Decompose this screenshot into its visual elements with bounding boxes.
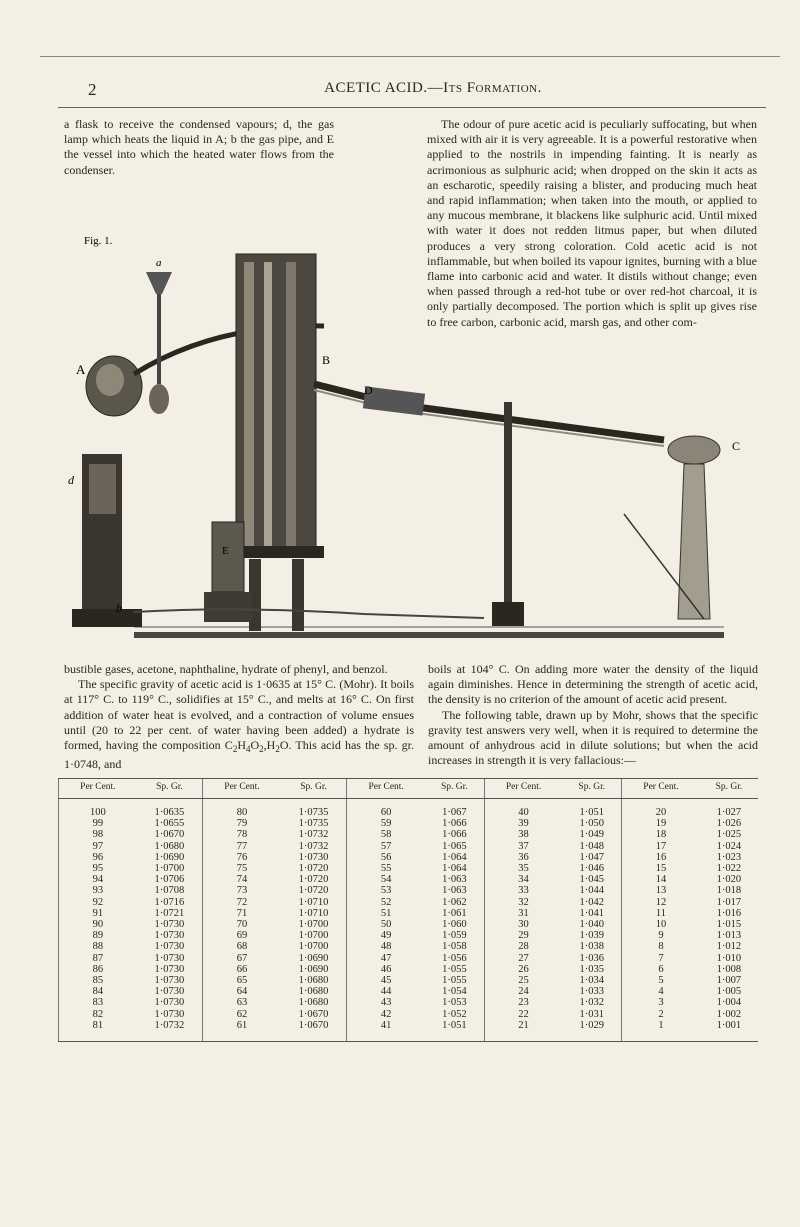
specific-gravity-cell: 1·056 — [442, 952, 467, 964]
specific-gravity-cell: 1·0700 — [298, 919, 329, 931]
percent-cell: 66 — [203, 964, 281, 975]
specific-gravity-cell: 1·0680 — [154, 840, 185, 852]
percent-cell: 93 — [59, 885, 137, 896]
percent-cell: 1 — [622, 1020, 700, 1042]
percent-cell: 87 — [59, 953, 137, 964]
percent-cell: 30 — [484, 919, 562, 930]
percent-cell: 96 — [59, 852, 137, 863]
specific-gravity-cell: 1·027 — [716, 807, 742, 818]
paragraph-boiling-density: boils at 104° C. On adding more water the density of the liquid again diminishes. Hence in determining the strength of acetic acid, the density is no criterion of the amount of acetic acid present. — [428, 662, 758, 707]
specific-gravity-cell: 1·0720 — [298, 874, 329, 886]
table-row — [59, 841, 759, 852]
figure-label: Fig. 1. — [84, 235, 113, 247]
percent-cell: 17 — [622, 841, 700, 852]
percent-cell: 10 — [622, 919, 700, 930]
specific-gravity-cell: 1·049 — [579, 829, 604, 841]
percent-cell: 15 — [622, 863, 700, 874]
mohr-density-table — [58, 778, 758, 1042]
specific-gravity-cell: 1·018 — [716, 885, 742, 897]
percent-cell: 80 — [203, 799, 281, 819]
specific-gravity-cell: 1·054 — [442, 986, 467, 998]
table-row — [59, 897, 759, 908]
percent-cell: 37 — [484, 841, 562, 852]
page-number: 2 — [88, 80, 97, 99]
specific-gravity-cell: 1·0730 — [154, 919, 185, 931]
specific-gravity-cell: 1·024 — [716, 840, 742, 852]
specific-gravity-cell: 1·064 — [442, 863, 467, 875]
percent-cell: 5 — [622, 975, 700, 986]
running-title-section: Its Formation. — [443, 80, 542, 96]
specific-gravity-cell: 1·0730 — [154, 997, 185, 1009]
receiver-flask-c — [624, 436, 720, 619]
specific-gravity-cell: 1·050 — [579, 818, 604, 830]
funnel-a — [146, 272, 172, 414]
paragraph-mohr-table-intro: The following table, drawn up by Mohr, shows that the specific gravity test answers very well, when it is required to determine the amount of anhydrous acid in dilute solutions; but when the acid increases in strength it is very fallacious:— — [428, 707, 758, 768]
table-row — [59, 964, 759, 975]
specific-gravity-cell: 1·0732 — [298, 840, 329, 852]
percent-cell: 16 — [622, 852, 700, 863]
percent-cell: 46 — [347, 964, 425, 975]
table-row — [59, 874, 759, 885]
hydrate-formula: $C_2H_4O_2,H_2O$ — [224, 738, 289, 755]
specific-gravity-cell: 1·062 — [442, 896, 467, 908]
percent-cell: 85 — [59, 975, 137, 986]
specific-gravity-cell: 1·004 — [716, 997, 742, 1009]
table-row — [59, 941, 759, 952]
table-header-cell: Sp. Gr. — [425, 779, 484, 799]
percent-cell: 18 — [622, 829, 700, 840]
specific-gravity-cell: 1·0690 — [298, 963, 329, 975]
percent-cell: 45 — [347, 975, 425, 986]
percent-cell: 35 — [484, 863, 562, 874]
specific-gravity-cell: 1·038 — [579, 941, 604, 953]
percent-cell: 89 — [59, 930, 137, 941]
table-row — [59, 799, 759, 819]
specific-gravity-cell: 1·0700 — [298, 941, 329, 953]
percent-cell: 88 — [59, 941, 137, 952]
specific-gravity-cell: 1·0732 — [137, 1020, 203, 1042]
specific-gravity-cell: 1·016 — [716, 907, 742, 919]
letter-c: C — [732, 439, 741, 453]
table-row — [59, 986, 759, 997]
table-header-cell: Sp. Gr. — [562, 779, 621, 799]
specific-gravity-cell: 1·034 — [579, 975, 604, 987]
percent-cell: 75 — [203, 863, 281, 874]
specific-gravity-cell: 1·0635 — [154, 807, 185, 818]
page-header — [88, 80, 778, 102]
percent-cell: 69 — [203, 930, 281, 941]
percent-cell: 51 — [347, 908, 425, 919]
specific-gravity-cell: 1·0721 — [154, 907, 185, 919]
percent-cell: 64 — [203, 986, 281, 997]
percent-cell: 11 — [622, 908, 700, 919]
specific-gravity-cell: 1·0706 — [154, 874, 185, 886]
specific-gravity-cell: 1·0730 — [154, 986, 185, 998]
letter-d-small: d — [68, 473, 74, 487]
letter-b-small: b — [116, 601, 122, 615]
percent-cell: 65 — [203, 975, 281, 986]
percent-cell: 91 — [59, 908, 137, 919]
percent-cell: 98 — [59, 829, 137, 840]
specific-gravity-cell: 1·0710 — [298, 896, 329, 908]
percent-cell: 72 — [203, 897, 281, 908]
specific-gravity-cell: 1·060 — [442, 919, 467, 931]
percent-cell: 48 — [347, 941, 425, 952]
percent-cell: 43 — [347, 997, 425, 1008]
table-row — [59, 908, 759, 919]
specific-gravity-cell: 1·015 — [716, 919, 742, 931]
percent-cell: 52 — [347, 897, 425, 908]
specific-gravity-cell: 1·061 — [442, 907, 467, 919]
percent-cell: 22 — [484, 1009, 562, 1020]
specific-gravity-cell: 1·058 — [442, 941, 467, 953]
specific-gravity-cell: 1·055 — [442, 963, 467, 975]
specific-gravity-cell: 1·0716 — [154, 896, 185, 908]
table-body — [59, 799, 759, 1042]
running-title — [88, 80, 778, 97]
specific-gravity-cell: 1·0730 — [154, 975, 185, 987]
percent-cell: 24 — [484, 986, 562, 997]
percent-cell: 81 — [59, 1020, 137, 1042]
percent-cell: 2 — [622, 1009, 700, 1020]
apparatus-figure — [64, 214, 764, 654]
percent-cell: 27 — [484, 953, 562, 964]
table-header-cell: Per Cent. — [484, 779, 562, 799]
percent-cell: 21 — [484, 1020, 562, 1042]
percent-cell: 26 — [484, 964, 562, 975]
condenser-tube-d — [314, 384, 664, 626]
percent-cell: 47 — [347, 953, 425, 964]
percent-cell: 41 — [347, 1020, 425, 1042]
table-row — [59, 1009, 759, 1020]
specific-gravity-cell: 1·022 — [716, 863, 742, 875]
specific-gravity-cell: 1·059 — [442, 930, 467, 942]
specific-gravity-cell: 1·0720 — [298, 863, 329, 875]
specific-gravity-cell: 1·029 — [562, 1020, 621, 1042]
specific-gravity-cell: 1·0690 — [154, 851, 185, 863]
percent-cell: 20 — [622, 799, 700, 819]
percent-cell: 29 — [484, 930, 562, 941]
percent-cell: 84 — [59, 986, 137, 997]
percent-cell: 49 — [347, 930, 425, 941]
specific-gravity-cell: 1·013 — [716, 930, 742, 942]
table-row — [59, 975, 759, 986]
table-row — [59, 863, 759, 874]
percent-cell: 95 — [59, 863, 137, 874]
table-row — [59, 829, 759, 840]
percent-cell: 60 — [347, 799, 425, 819]
percent-cell: 34 — [484, 874, 562, 885]
percent-cell: 73 — [203, 885, 281, 896]
specific-gravity-cell: 1·0730 — [154, 1008, 185, 1020]
specific-gravity-cell: 1·012 — [716, 941, 742, 953]
percent-cell: 70 — [203, 919, 281, 930]
percent-cell: 63 — [203, 997, 281, 1008]
specific-gravity-cell: 1·023 — [716, 851, 742, 863]
percent-cell: 100 — [59, 799, 137, 819]
percent-cell: 38 — [484, 829, 562, 840]
specific-gravity-cell: 1·045 — [579, 874, 604, 886]
specific-gravity-cell: 1·036 — [579, 952, 604, 964]
specific-gravity-text: The specific gravity of acetic acid is 1·0635 at 15° C. (Mohr). It boils at 117° C. to 119° C., solidifies at 15° C., and melts at 16° C. On first addition of water heat is evolved, and a contraction of volume ensues until (20 to 22 per cent. of water having been added) a hydrate is formed, having the composition — [64, 677, 414, 753]
caption-paragraph: a flask to receive the condensed vapours; d, the gas lamp which heats the liquid in A; b the gas pipe, and E the vessel into which the heated water flows from the condenser. — [64, 117, 334, 177]
specific-gravity-cell: 1·0655 — [154, 818, 185, 830]
right-column-bottom — [428, 662, 758, 768]
running-title-main: ACETIC ACID. — [324, 80, 428, 96]
specific-gravity-cell: 1·041 — [579, 907, 604, 919]
percent-cell: 7 — [622, 953, 700, 964]
percent-cell: 99 — [59, 818, 137, 829]
percent-cell: 79 — [203, 818, 281, 829]
specific-gravity-cell: 1·0700 — [298, 930, 329, 942]
specific-gravity-cell: 1·0730 — [154, 952, 185, 964]
specific-gravity-cell: 1·051 — [425, 1020, 484, 1042]
percent-cell: 68 — [203, 941, 281, 952]
percent-cell: 36 — [484, 852, 562, 863]
specific-gravity-cell: 1·017 — [716, 896, 742, 908]
table-row — [59, 930, 759, 941]
percent-cell: 67 — [203, 953, 281, 964]
percent-cell: 19 — [622, 818, 700, 829]
percent-cell: 57 — [347, 841, 425, 852]
gas-lamp-d — [72, 454, 142, 627]
specific-gravity-cell: 1·005 — [716, 986, 742, 998]
specific-gravity-cell: 1·0710 — [298, 907, 329, 919]
specific-gravity-cell: 1·026 — [716, 818, 742, 830]
table-row — [59, 1020, 759, 1042]
figure-caption-text — [64, 117, 334, 178]
percent-cell: 39 — [484, 818, 562, 829]
table-row — [59, 852, 759, 863]
specific-gravity-cell: 1·040 — [579, 919, 604, 931]
specific-gravity-cell: 1·047 — [579, 851, 604, 863]
specific-gravity-cell: 1·067 — [442, 807, 467, 818]
left-column-bottom — [64, 662, 414, 772]
table-header-cell: Sp. Gr. — [700, 779, 758, 799]
density-table-container — [58, 778, 768, 1042]
odour-paragraph: The odour of pure acetic acid is peculiarly suffocating, but when mixed with air it is very agreeable. It is a powerful restorative when applied to the nostrils in impending fainting. It is nearly as acrimonious as sulphuric acid; when dropped on the skin it acts as an escharotic, speedily raising a blister, and producing much heat and rapid inflammation; when taken into the mouth, or applied to any mucous membrane, it blackens like sulphuric acid. Until mixed with water it does not redden litmus paper, but when diluted produces a very strong coloration. Cold acetic acid is not inflammable, but when boiled its vapour ignites, burning with a blue flame into carbonic acid and water. It distils without change; even when passed through a red-hot tube or over red-hot charcoal, it is only partially decomposed. The portion which is split up gives rise to free carbon, carbonic acid, marsh gas, and other com- — [427, 117, 757, 329]
percent-cell: 76 — [203, 852, 281, 863]
percent-cell: 32 — [484, 897, 562, 908]
percent-cell: 9 — [622, 930, 700, 941]
table-header-cell: Sp. Gr. — [281, 779, 347, 799]
percent-cell: 78 — [203, 829, 281, 840]
table-row — [59, 919, 759, 930]
letter-a: A — [76, 362, 86, 377]
specific-gravity-cell: 1·0670 — [154, 829, 185, 841]
percent-cell: 6 — [622, 964, 700, 975]
percent-cell: 86 — [59, 964, 137, 975]
specific-gravity-cell: 1·0730 — [154, 963, 185, 975]
percent-cell: 13 — [622, 885, 700, 896]
percent-cell: 54 — [347, 874, 425, 885]
percent-cell: 25 — [484, 975, 562, 986]
percent-cell: 92 — [59, 897, 137, 908]
percent-cell: 94 — [59, 874, 137, 885]
specific-gravity-cell: 1·065 — [442, 840, 467, 852]
percent-cell: 77 — [203, 841, 281, 852]
specific-gravity-cell: 1·0735 — [298, 807, 329, 818]
percent-cell: 50 — [347, 919, 425, 930]
percent-cell: 90 — [59, 919, 137, 930]
specific-gravity-cell: 1·031 — [579, 1008, 604, 1020]
percent-cell: 59 — [347, 818, 425, 829]
percent-cell: 33 — [484, 885, 562, 896]
table-header-cell: Per Cent. — [203, 779, 281, 799]
letter-b: B — [322, 353, 331, 367]
specific-gravity-cell: 1·020 — [716, 874, 742, 886]
specific-gravity-cell: 1·039 — [579, 930, 604, 942]
header-rule — [58, 107, 766, 108]
table-row — [59, 997, 759, 1008]
percent-cell: 28 — [484, 941, 562, 952]
letter-d: D — [364, 383, 373, 397]
table-row — [59, 953, 759, 964]
specific-gravity-cell: 1·0670 — [281, 1020, 347, 1042]
table-header-cell: Per Cent. — [347, 779, 425, 799]
specific-gravity-cell: 1·055 — [442, 975, 467, 987]
table-header-cell: Per Cent. — [622, 779, 700, 799]
specific-gravity-cell: 1·0730 — [154, 941, 185, 953]
percent-cell: 58 — [347, 829, 425, 840]
percent-cell: 74 — [203, 874, 281, 885]
specific-gravity-cell: 1·063 — [442, 874, 467, 886]
table-header-row — [59, 779, 759, 799]
specific-gravity-cell: 1·007 — [716, 975, 742, 987]
specific-gravity-cell: 1·033 — [579, 986, 604, 998]
percent-cell: 62 — [203, 1009, 281, 1020]
specific-gravity-cell: 1·0720 — [298, 885, 329, 897]
specific-gravity-cell: 1·0700 — [154, 863, 185, 875]
percent-cell: 42 — [347, 1009, 425, 1020]
apparatus-illustration — [64, 214, 764, 654]
running-title-separator: — — [427, 80, 444, 96]
percent-cell: 40 — [484, 799, 562, 819]
specific-gravity-cell: 1·051 — [579, 807, 604, 818]
specific-gravity-cell: 1·0730 — [298, 851, 329, 863]
table-row — [59, 885, 759, 896]
specific-gravity-text-end: . This acid has the sp. gr. 1·0748, and — [64, 738, 414, 772]
percent-cell: 55 — [347, 863, 425, 874]
specific-gravity-cell: 1·0730 — [154, 930, 185, 942]
specific-gravity-cell: 1·0670 — [298, 1008, 329, 1020]
letter-e: E — [222, 545, 229, 557]
percent-cell: 12 — [622, 897, 700, 908]
percent-cell: 82 — [59, 1009, 137, 1020]
specific-gravity-cell: 1·025 — [716, 829, 742, 841]
specific-gravity-cell: 1·001 — [700, 1020, 758, 1042]
specific-gravity-cell: 1·035 — [579, 963, 604, 975]
percent-cell: 3 — [622, 997, 700, 1008]
percent-cell: 71 — [203, 908, 281, 919]
percent-cell: 23 — [484, 997, 562, 1008]
percent-cell: 44 — [347, 986, 425, 997]
specific-gravity-cell: 1·010 — [716, 952, 742, 964]
table-header-cell: Per Cent. — [59, 779, 137, 799]
specific-gravity-cell: 1·0680 — [298, 975, 329, 987]
specific-gravity-cell: 1·066 — [442, 829, 467, 841]
paragraph-specific-gravity — [64, 677, 414, 772]
specific-gravity-cell: 1·0732 — [298, 829, 329, 841]
specific-gravity-cell: 1·0708 — [154, 885, 185, 897]
percent-cell: 4 — [622, 986, 700, 997]
letter-a-small: a — [156, 257, 162, 269]
specific-gravity-cell: 1·0680 — [298, 986, 329, 998]
specific-gravity-cell: 1·044 — [579, 885, 604, 897]
specific-gravity-cell: 1·066 — [442, 818, 467, 830]
table-row — [59, 818, 759, 829]
percent-cell: 56 — [347, 852, 425, 863]
specific-gravity-cell: 1·046 — [579, 863, 604, 875]
percent-cell: 61 — [203, 1020, 281, 1042]
percent-cell: 83 — [59, 997, 137, 1008]
top-rule — [40, 56, 780, 57]
table-header-cell: Sp. Gr. — [137, 779, 203, 799]
specific-gravity-cell: 1·0690 — [298, 952, 329, 964]
specific-gravity-cell: 1·008 — [716, 963, 742, 975]
specific-gravity-cell: 1·042 — [579, 896, 604, 908]
specific-gravity-cell: 1·0735 — [298, 818, 329, 830]
specific-gravity-cell: 1·053 — [442, 997, 467, 1009]
percent-cell: 14 — [622, 874, 700, 885]
specific-gravity-cell: 1·032 — [579, 997, 604, 1009]
percent-cell: 8 — [622, 941, 700, 952]
percent-cell: 53 — [347, 885, 425, 896]
gas-pipe-b — [134, 609, 484, 618]
specific-gravity-cell: 1·064 — [442, 851, 467, 863]
specific-gravity-cell: 1·048 — [579, 840, 604, 852]
specific-gravity-cell: 1·0680 — [298, 997, 329, 1009]
percent-cell: 97 — [59, 841, 137, 852]
specific-gravity-cell: 1·063 — [442, 885, 467, 897]
specific-gravity-cell: 1·052 — [442, 1008, 467, 1020]
bench — [134, 632, 724, 638]
paragraph-combustion-products: bustible gases, acetone, naphthaline, hydrate of phenyl, and benzol. — [64, 662, 388, 676]
specific-gravity-cell: 1·002 — [716, 1008, 742, 1020]
percent-cell: 31 — [484, 908, 562, 919]
